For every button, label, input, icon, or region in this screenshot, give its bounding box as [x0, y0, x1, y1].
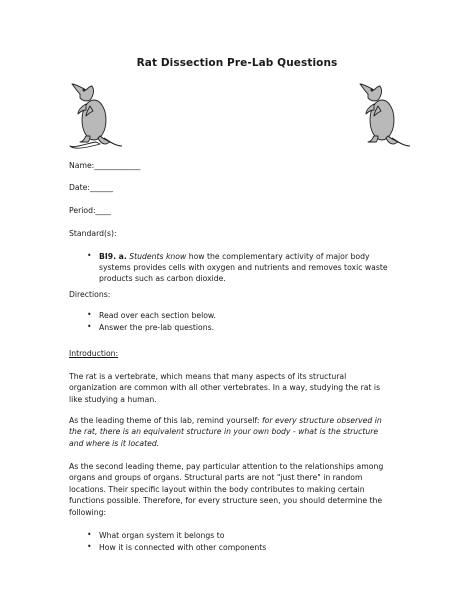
intro-paragraph-3	[69, 461, 409, 518]
document-title: Rat Dissection Pre-Lab Questions	[136, 57, 338, 69]
standard-intro: Students know	[129, 252, 187, 261]
date-field: Date:______	[69, 183, 114, 192]
intro-item: How it is connected with other components	[99, 543, 267, 552]
intro-item: What organ system it belongs to	[99, 531, 225, 540]
standards-label: Standard(s):	[69, 229, 117, 238]
standard-code: BI9. a.	[99, 252, 127, 261]
intro-p1-line: like studying a human.	[69, 394, 157, 404]
standard-line-2: systems provides cells with oxygen and nutrients and removes toxic waste	[99, 263, 388, 272]
bullet-dot: •	[87, 251, 92, 260]
intro-p3-line: As the second leading theme, pay particular attention to the relationships among	[69, 462, 384, 471]
intro-p1-line: The rat is a vertebrate, which means that many aspects of its structural	[69, 372, 347, 381]
name-field: Name:____________	[69, 161, 141, 170]
intro-p2-italic: for every structure observed in	[261, 416, 382, 425]
bullet-dot: •	[87, 322, 92, 331]
standard-line1-rest: how the complementary activity of major body	[188, 252, 370, 261]
intro-paragraph-2	[69, 415, 409, 449]
directions-item: Read over each section below.	[99, 311, 216, 320]
intro-p3-line: locations. Their specific layout within the body contributes to making certain	[69, 484, 365, 494]
period-field: Period:____	[69, 206, 111, 215]
rat-illustration-right	[356, 80, 414, 150]
intro-p1-line: organization are common with all other vertebrates. In a way, studying the rat is	[69, 383, 381, 393]
intro-paragraph-1	[69, 371, 409, 405]
rat-illustration-left	[66, 80, 124, 150]
directions-heading: Directions:	[69, 290, 111, 299]
standard-line-1	[99, 251, 419, 263]
bullet-dot: •	[87, 310, 92, 319]
introduction-heading: Introduction:	[69, 349, 119, 358]
intro-p3-line: functions possible. Therefore, for every structure seen, you should determine the	[69, 496, 383, 506]
intro-p2-start: As the leading theme of this lab, remind yourself:	[69, 416, 260, 425]
intro-p3-line: following:	[69, 507, 107, 517]
directions-item: Answer the pre-lab questions.	[99, 323, 215, 332]
standard-line-3: products such as carbon dioxide.	[99, 274, 226, 283]
bullet-dot: •	[87, 530, 92, 539]
intro-p2-line-1	[69, 415, 409, 426]
intro-p3-line: organs and groups of organs. Structural parts are not "just there" in random	[69, 473, 363, 483]
bullet-dot: •	[87, 542, 92, 551]
intro-p2-italic: the rat, there is an equivalent structure in your own body - what is the structure	[69, 427, 379, 437]
intro-p2-italic: and where is it located.	[69, 438, 160, 448]
